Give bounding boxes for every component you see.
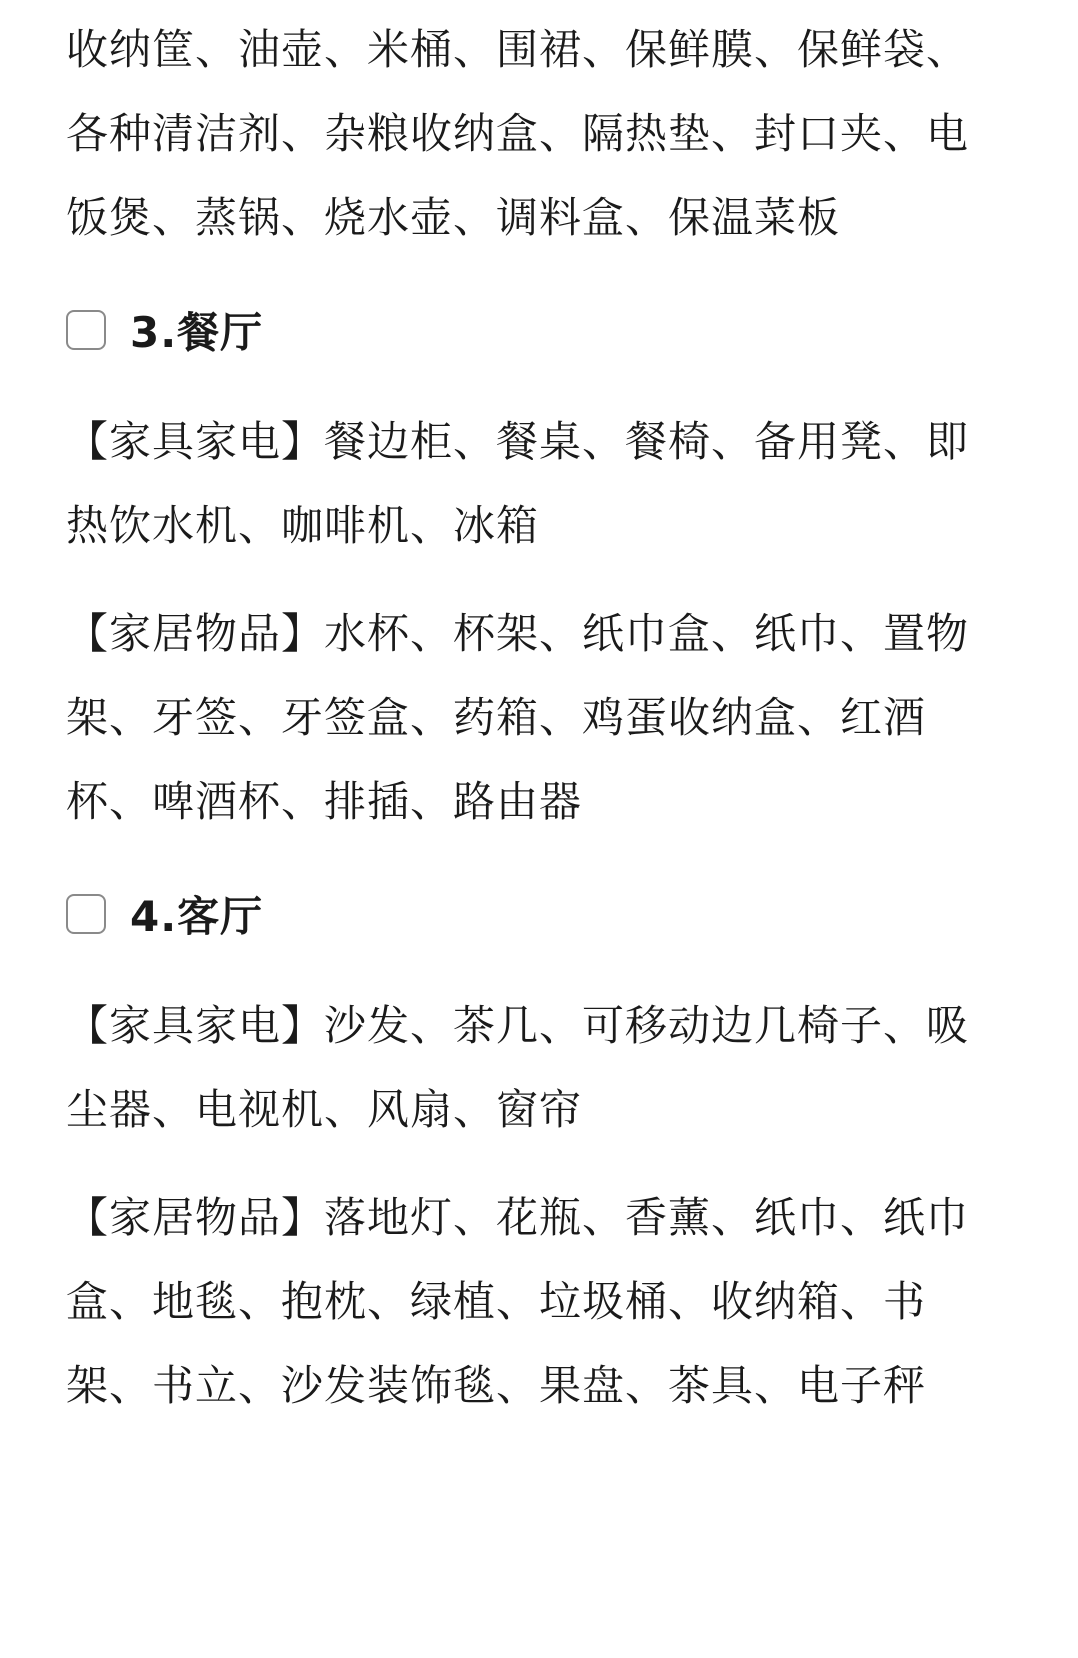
- category-items: 落地灯、花瓶、香薰、纸巾、纸巾盒、地毯、抱枕、绿植、垃圾桶、收纳箱、书架、书立、沙发装饰毯、果盘、茶具、电子秤: [66, 1193, 970, 1410]
- section-checkbox[interactable]: [66, 894, 106, 934]
- section-header: [66, 872, 986, 956]
- section-living-room: [66, 872, 986, 1428]
- category-label: 【家具家电】: [66, 417, 325, 466]
- category-label: 【家居物品】: [66, 1193, 325, 1242]
- section-title: 3.餐厅: [130, 308, 264, 357]
- category-label: 【家具家电】: [66, 1001, 325, 1050]
- intro-paragraph: 收纳筐、油壶、米桶、围裙、保鲜膜、保鲜袋、各种清洁剂、杂粮收纳盒、隔热垫、封口夹、电饭煲、蒸锅、烧水壶、调料盒、保温菜板: [66, 25, 970, 242]
- section-title: 4.客厅: [130, 892, 264, 941]
- section-checkbox[interactable]: [66, 310, 106, 350]
- category-paragraph: [66, 592, 986, 844]
- category-items: 餐边柜、餐桌、餐椅、备用凳、即热饮水机、咖啡机、冰箱: [66, 417, 970, 550]
- category-paragraph: [66, 984, 986, 1152]
- category-items: 水杯、杯架、纸巾盒、纸巾、置物架、牙签、牙签盒、药箱、鸡蛋收纳盒、红酒杯、啤酒杯、排插、路由器: [66, 609, 970, 826]
- article-content: [66, 0, 986, 1452]
- section-dining-room: [66, 288, 986, 844]
- category-items: 沙发、茶几、可移动边几椅子、吸尘器、电视机、风扇、窗帘: [66, 1001, 970, 1134]
- category-paragraph: [66, 400, 986, 568]
- category-label: 【家居物品】: [66, 609, 325, 658]
- section-header: [66, 288, 986, 372]
- category-paragraph: [66, 1176, 986, 1428]
